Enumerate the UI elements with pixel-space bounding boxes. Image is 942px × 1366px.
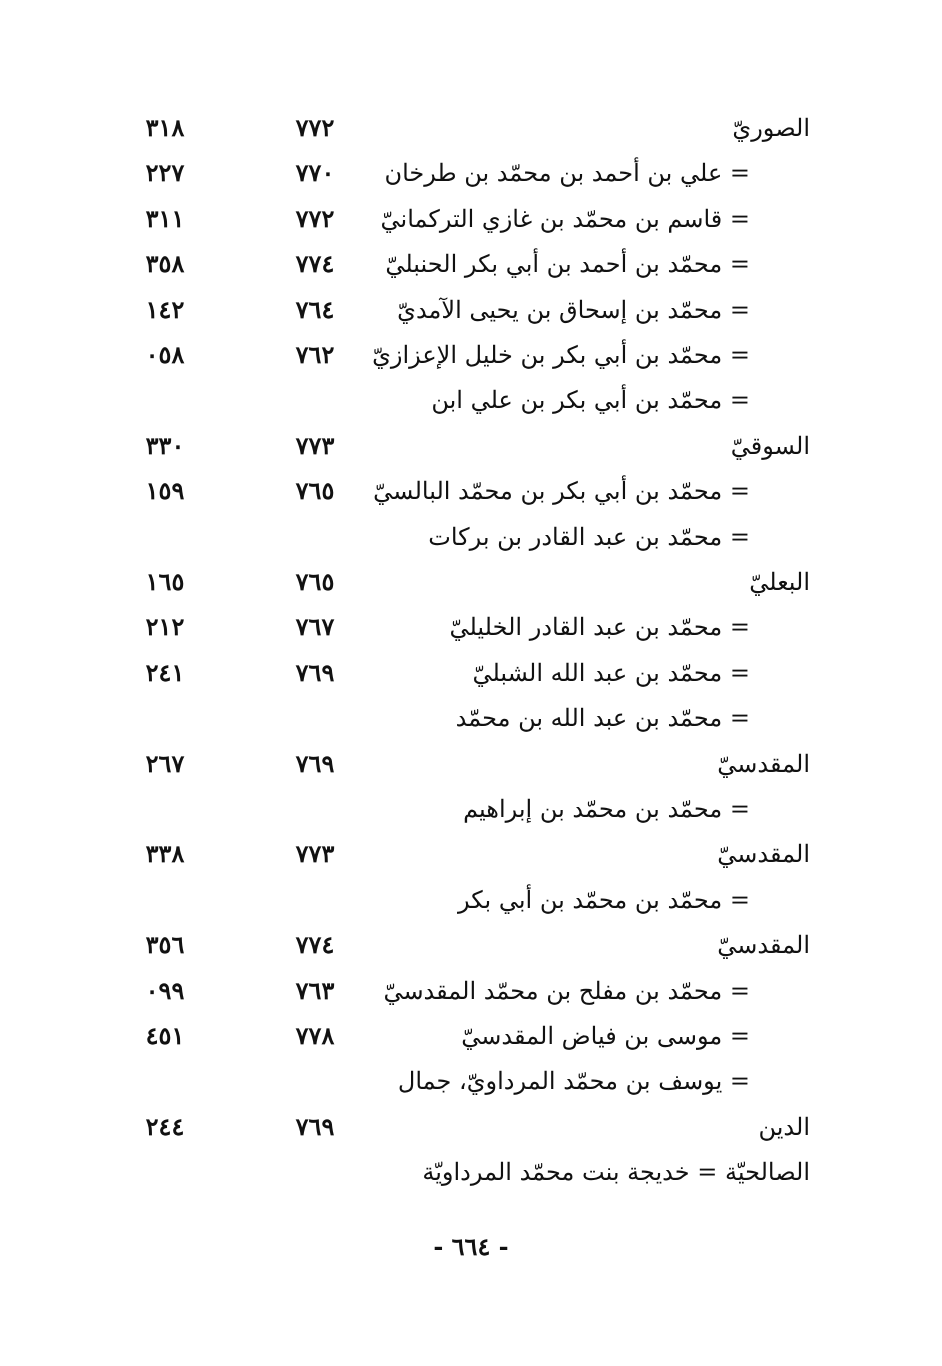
- index-entry: [120, 1150, 810, 1194]
- entry-number: [130, 515, 200, 559]
- entry-number: [130, 878, 200, 922]
- entry-year: [280, 787, 350, 831]
- entry-year: ٧٧٣: [295, 430, 335, 460]
- entry-name: المقدسيّ: [717, 840, 810, 869]
- entry-number: ١٥٩: [145, 476, 185, 506]
- entry-name: = محمّد بن عبد الله الشبليّ: [472, 658, 750, 687]
- index-entry: [120, 197, 810, 241]
- index-entry: [120, 1014, 810, 1058]
- entry-year: ٧٦٣: [295, 975, 335, 1005]
- entry-year: ٧٧٤: [295, 249, 335, 279]
- entry-name: = يوسف بن محمّد المرداويّ، جمال: [397, 1067, 750, 1096]
- entry-year: ٧٦٩: [295, 748, 335, 778]
- entry-name: السوقيّ: [730, 431, 810, 460]
- entry-year: ٧٧٨: [295, 1021, 335, 1050]
- index-entry: [120, 787, 810, 831]
- entry-number: ٣٥٨: [145, 249, 185, 279]
- index-entry: [120, 742, 810, 786]
- index-entry: [120, 1105, 810, 1149]
- entry-number: ١٤٢: [145, 294, 185, 324]
- index-entry: [120, 1059, 810, 1103]
- entry-year: ٧٧٢: [295, 113, 335, 142]
- entry-number: ٢١٢: [145, 612, 185, 642]
- entry-number: ١٦٥: [145, 567, 185, 596]
- entry-number: ٣٣٨: [145, 839, 185, 869]
- index-entry: [120, 288, 810, 332]
- entry-name: البعليّ: [749, 568, 810, 596]
- index-entry: [120, 378, 810, 422]
- entry-name: = علي بن أحمد بن محمّد بن طرخان: [384, 159, 750, 188]
- entry-year: ٧٦٩: [295, 657, 335, 687]
- page-number: - ٦٦٤ -: [433, 1232, 509, 1261]
- index-entry: [120, 923, 810, 967]
- entry-name: = محمّد بن محمّد بن أبي بكر: [458, 885, 750, 914]
- entry-name: = محمّد بن أبي بكر بن خليل الإعزازيّ: [372, 341, 750, 369]
- index-entry: [120, 515, 810, 559]
- entry-name: المقدسيّ: [717, 749, 810, 778]
- entry-year: [280, 696, 350, 740]
- index-entry: [120, 696, 810, 740]
- index-entry: [120, 560, 810, 604]
- entry-number: ٠٥٨: [145, 340, 185, 369]
- entry-year: ٧٧٠: [295, 158, 335, 188]
- entry-year: [280, 1059, 350, 1103]
- entry-year: [280, 378, 350, 422]
- index-entry: [120, 106, 810, 150]
- entry-number: ٤٥١: [145, 1021, 185, 1050]
- entry-number: ٣٣٠: [145, 430, 185, 460]
- index-entry: [120, 469, 810, 513]
- entry-year: [280, 515, 350, 559]
- entry-name: المقدسيّ: [717, 931, 810, 960]
- entry-number: [130, 696, 200, 740]
- entry-name: = قاسم بن محمّد بن غازي التركمانيّ: [380, 204, 750, 233]
- entry-number: [130, 1150, 200, 1194]
- index-entry: [120, 242, 810, 286]
- index-entry: [120, 605, 810, 649]
- entry-year: ٧٦٥: [295, 476, 335, 506]
- entry-number: [130, 1059, 200, 1103]
- entry-year: ٧٦٢: [295, 340, 335, 369]
- entry-year: ٧٦٤: [295, 294, 335, 324]
- entry-name: = محمّد بن محمّد بن إبراهيم: [463, 795, 750, 823]
- entry-number: ٢٤٤: [145, 1111, 185, 1141]
- entry-number: ٢٢٧: [145, 158, 185, 188]
- index-entry: [120, 151, 810, 195]
- entry-number: ٢٦٧: [145, 748, 185, 778]
- entry-name: = محمّد بن أبي بكر بن علي ابن: [431, 386, 750, 415]
- index-entry: [120, 878, 810, 922]
- entry-name: الصوريّ: [732, 114, 810, 142]
- entry-name: الصالحيّة = خديجة بنت محمّد المرداويّة: [422, 1158, 810, 1187]
- entry-name: = محمّد بن أحمد بن أبي بكر الحنبليّ: [385, 250, 750, 279]
- entry-number: ٣١٨: [145, 113, 185, 142]
- index-entry: [120, 424, 810, 468]
- entry-year: [280, 878, 350, 922]
- entry-number: [130, 787, 200, 831]
- entry-number: ٣٥٦: [145, 930, 185, 960]
- entry-name: = محمّد بن عبد القادر بن بركات: [428, 522, 750, 551]
- entry-name: = محمّد بن عبد الله بن محمّد: [455, 704, 750, 733]
- entry-number: ٠٩٩: [145, 975, 185, 1005]
- index-entry: [120, 969, 810, 1013]
- entry-name: = محمّد بن إسحاق بن يحيى الآمديّ: [397, 295, 750, 324]
- entry-year: ٧٦٩: [295, 1111, 335, 1141]
- entry-number: ٣١١: [145, 203, 185, 233]
- entry-name: = محمّد بن مفلح بن محمّد المقدسيّ: [383, 976, 750, 1005]
- entry-name: = محمّد بن عبد القادر الخليليّ: [449, 613, 750, 642]
- entry-year: [280, 1150, 350, 1194]
- entry-year: ٧٧٣: [295, 839, 335, 869]
- entry-number: [130, 378, 200, 422]
- entry-number: ٢٤١: [145, 657, 185, 687]
- entry-year: ٧٧٤: [295, 930, 335, 960]
- entry-name: = موسى بن فياض المقدسيّ: [461, 1022, 750, 1050]
- entry-year: ٧٦٥: [295, 567, 335, 596]
- entry-name: = محمّد بن أبي بكر بن محمّد البالسيّ: [373, 477, 750, 506]
- index-entry: [120, 651, 810, 695]
- entry-year: ٧٦٧: [295, 612, 335, 642]
- entry-year: ٧٧٢: [295, 203, 335, 233]
- index-entry: [120, 832, 810, 876]
- entry-name: الدين: [758, 1112, 810, 1141]
- index-entry: [120, 333, 810, 377]
